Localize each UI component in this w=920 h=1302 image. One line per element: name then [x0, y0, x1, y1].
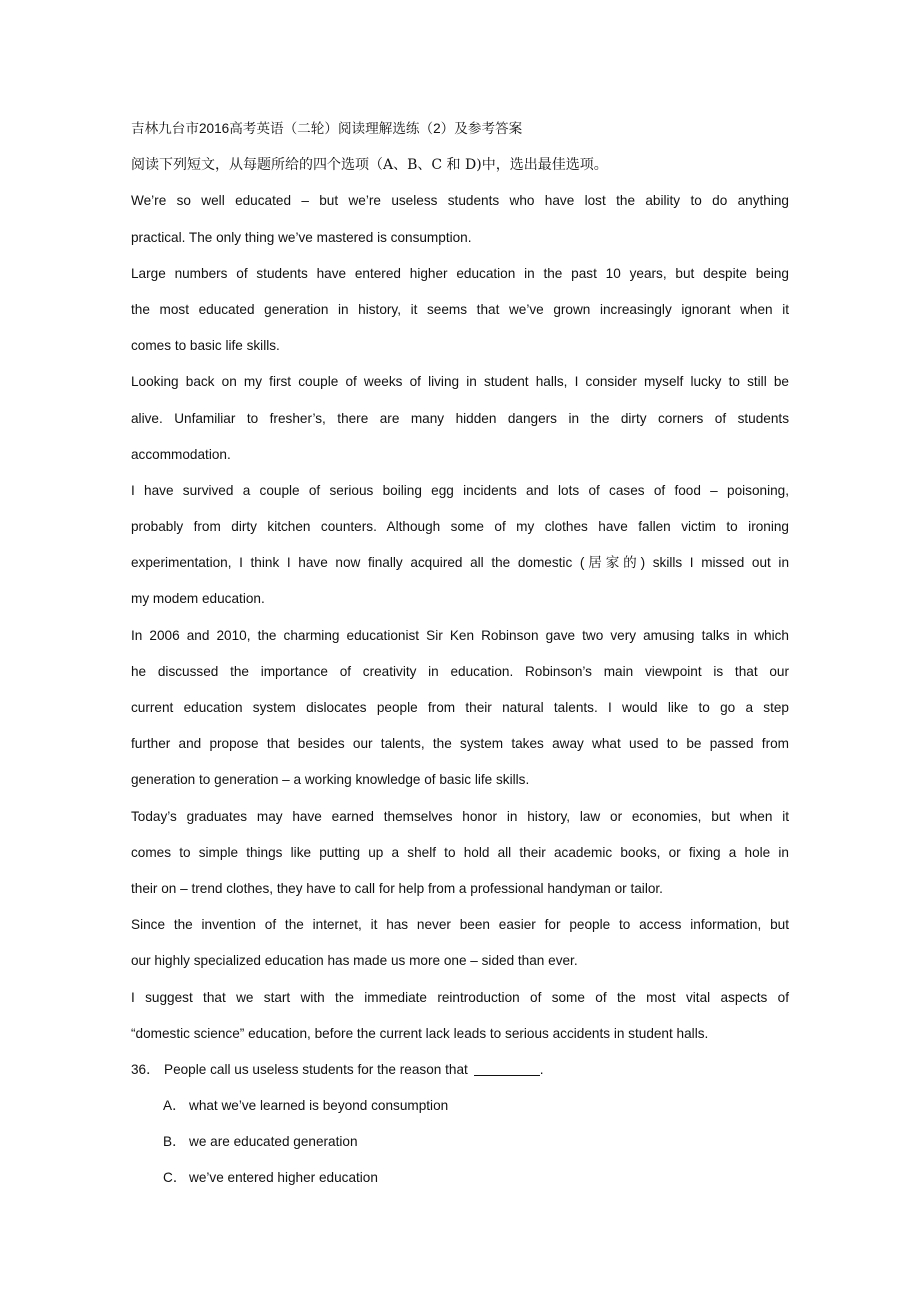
paragraph-line: current education system dislocates people from their natural talents. I would like to go a step — [131, 700, 789, 715]
paragraph — [131, 907, 789, 979]
paragraph-line: their on – trend clothes, they have to call for help from a professional handyman or tailor. — [131, 880, 663, 896]
option-letter: A． — [163, 1098, 186, 1114]
option-text: we’ve entered higher education — [189, 1170, 378, 1186]
paragraph-line: further and propose that besides our talents, the system takes away what used to be passed from — [131, 736, 789, 752]
paragraph-line: probably from dirty kitchen counters. Although some of my clothes have fallen victim to ironing — [131, 519, 789, 535]
paragraph-line: our highly specialized education has made us more one – sided than ever. — [131, 953, 578, 969]
paragraph — [131, 980, 789, 1052]
question-text: People call us useless students for the reason that — [164, 1061, 468, 1077]
paragraph-line: experimentation, I think I have now finally acquired all the domestic (居家的) skills I missed out in — [131, 555, 789, 571]
document-page — [131, 111, 789, 1197]
paragraph — [131, 256, 789, 365]
question-36 — [131, 1052, 789, 1088]
paragraph-line: my modem education. — [131, 591, 265, 607]
paragraph-line: I suggest that we start with the immediate reintroduction of some of the most vital aspects of — [131, 989, 789, 1005]
paragraph-line: I have survived a couple of serious boiling egg incidents and lots of cases of food – poisoning, — [131, 482, 789, 498]
paragraph-line: Looking back on my first couple of weeks of living in student halls, I consider myself lucky to still be — [131, 374, 789, 390]
paragraph — [131, 618, 789, 799]
paragraph-line: comes to simple things like putting up a shelf to hold all their academic books, or fixing a hole in — [131, 844, 789, 860]
question-end: . — [539, 1061, 544, 1077]
paragraph-line: We’re so well educated – but we’re useless students who have lost the ability to do anything — [131, 193, 789, 209]
paragraph-line: accommodation. — [131, 446, 231, 462]
paragraph-line: In 2006 and 2010, the charming educationist Sir Ken Robinson gave two very amusing talks in which — [131, 627, 789, 643]
paragraph-line: he discussed the importance of creativity in education. Robinson’s main viewpoint is that our — [131, 663, 789, 679]
paragraph — [131, 183, 789, 255]
document-title: 吉林九台市2016高考英语（二轮）阅读理解选练（2）及参考答案 — [131, 121, 523, 136]
paragraph-line: comes to basic life skills. — [131, 338, 280, 354]
option-letter: B． — [163, 1134, 186, 1150]
paragraph-line: Since the invention of the internet, it has never been easier for people to access information, but — [131, 917, 789, 933]
paragraph-line: the most educated generation in history, it seems that we’ve grown increasingly ignorant when it — [131, 301, 789, 317]
paragraph-line: generation to generation – a working knowledge of basic life skills. — [131, 772, 530, 788]
question-number: 36． — [131, 1061, 160, 1077]
paragraph-line: “domestic science” education, before the current lack leads to serious accidents in student halls. — [131, 1025, 709, 1041]
option-text: what we’ve learned is beyond consumption — [189, 1098, 449, 1114]
paragraph — [131, 473, 789, 618]
option-a — [131, 1088, 789, 1124]
paragraph-line: Today’s graduates may have earned themselves honor in history, law or economies, but when it — [131, 808, 789, 824]
option-letter: C． — [163, 1170, 187, 1186]
option-c — [131, 1160, 789, 1196]
passage — [131, 183, 789, 1052]
option-text: we are educated generation — [189, 1134, 358, 1150]
paragraph — [131, 799, 789, 908]
paragraph-line: Large numbers of students have entered higher education in the past 10 years, but despite being — [131, 265, 789, 281]
instruction: 阅读下列短文，从每题所给的四个选项（A、B、C 和 D)中，选出最佳选项。 — [131, 157, 608, 174]
paragraph — [131, 364, 789, 473]
option-b — [131, 1124, 789, 1160]
answer-blank — [474, 1061, 540, 1076]
paragraph-line: alive. Unfamiliar to fresher’s, there are many hidden dangers in the dirty corners of students — [131, 410, 789, 426]
paragraph-line: practical. The only thing we’ve mastered is consumption. — [131, 229, 472, 245]
